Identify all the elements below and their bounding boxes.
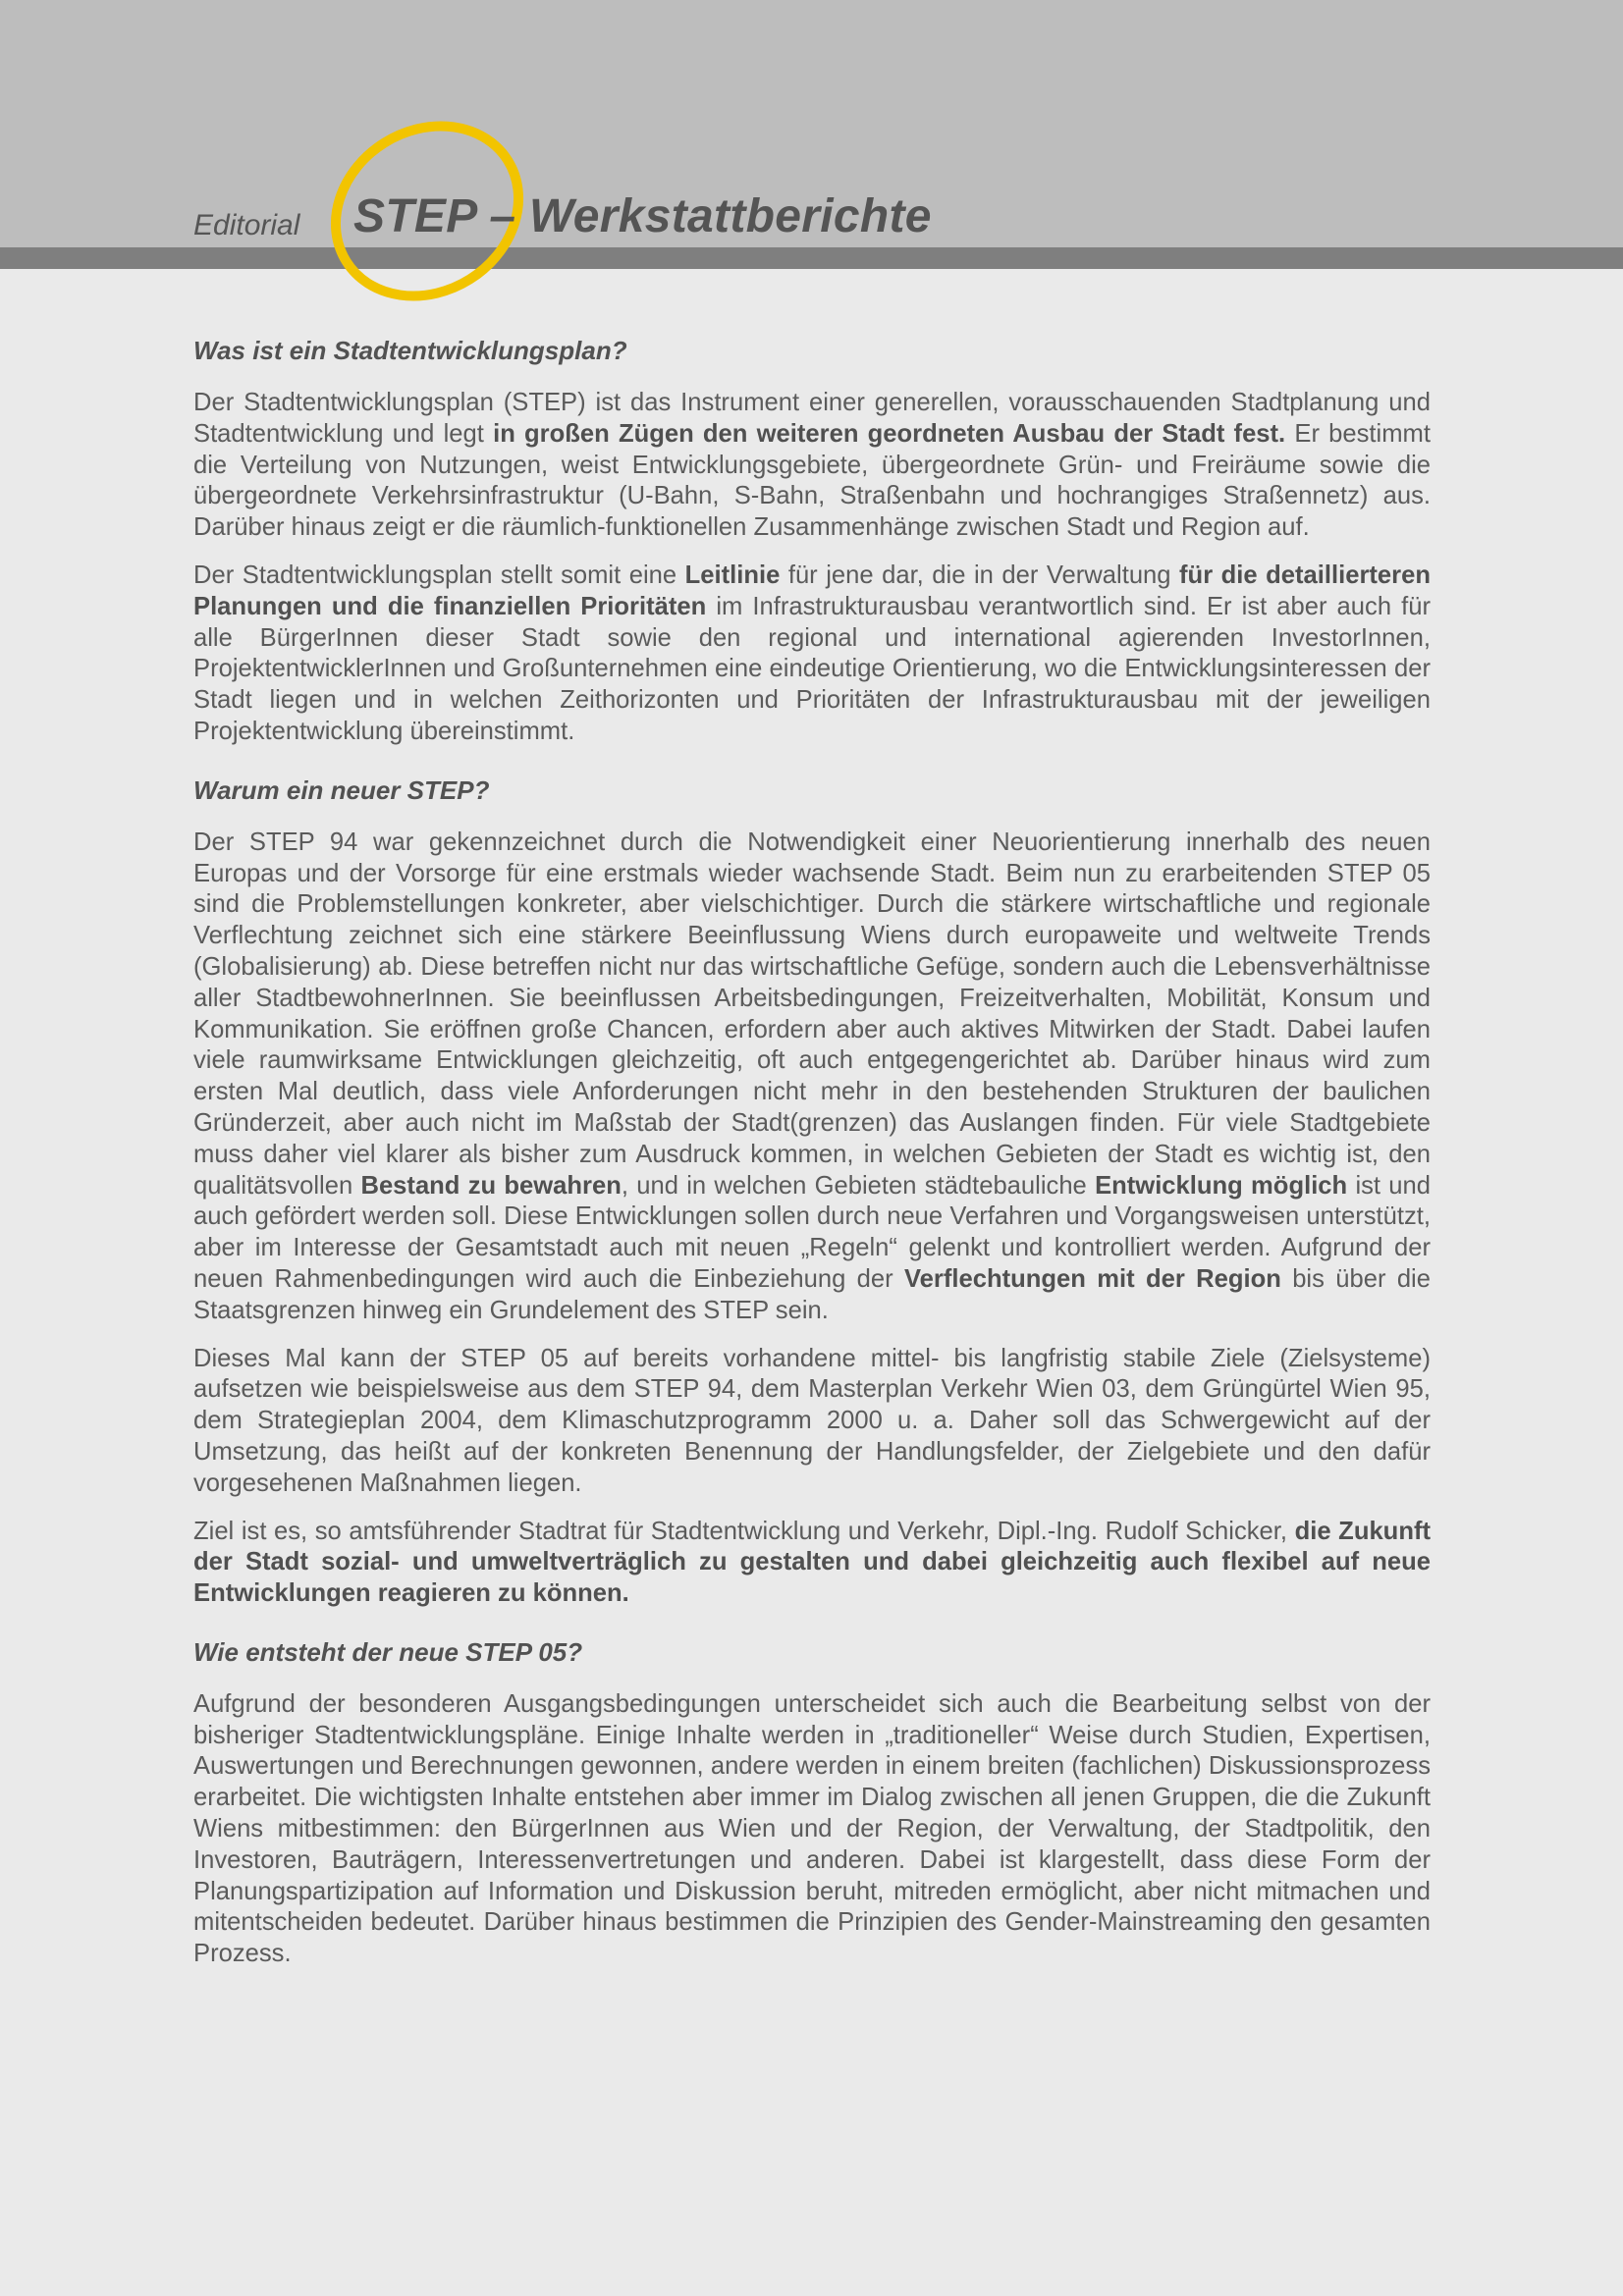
body-text: Er bestimmt die Verteilung von Nutzungen, weist Entwicklungsgebiete, übergeordnete Grün- und Freiräume sowie die übergeordnete Verkehrsinfrastruktur (U-Bahn, S-Bahn, Straßenbahn und hochrangiges Straßennetz) aus. Darüber hinaus zeigt er die räumlich-funktionellen Zusammenhänge zwischen Stadt und Region auf. (193, 419, 1431, 542)
section-heading: Was ist ein Stadtentwicklungsplan? (193, 336, 627, 365)
body-text: im Infrastrukturausbau verantwortlich sind. Er ist aber auch für alle BürgerInnen dieser Stadt sowie den regional und international agierenden InvestorInnen, ProjektentwicklerInnen und Großunternehmen eine eindeutige Orientierung, wo die Entwicklungsinteressen der Stadt liegen und in welchen Zeithorizonten und Prioritäten der Infrastrukturausbau mit der jeweiligen Projektentwicklung übereinstimmt. (193, 592, 1431, 745)
paragraph (193, 561, 1431, 748)
paragraph (193, 828, 1431, 1327)
body-text: Der Stadtentwicklungsplan stellt somit eine (193, 561, 685, 589)
page-title: STEP – Werkstattberichte (353, 190, 932, 242)
emphasis-text: Entwicklung möglich (1095, 1171, 1348, 1200)
emphasis-text: für die detaillierteren Planungen und die finanziellen Prioritäten (193, 561, 1431, 620)
emphasis-text: in großen Zügen den weiteren geordneten Ausbau der Stadt fest. (493, 419, 1286, 448)
body-text: ist und auch gefördert werden soll. Diese Entwicklungen sollen durch neue Verfahren und Vorgangsweisen unterstützt, aber im Interesse der Gesamtstadt auch mit neuen „Regeln“ gelenkt und kontrolliert werden. Aufgrund der neuen Rahmenbedingungen wird auch die Einbeziehung der (193, 1171, 1431, 1293)
section-heading: Wie entsteht der neue STEP 05? (193, 1636, 583, 1667)
section-heading: Warum ein neuer STEP? (193, 774, 490, 805)
body-text: Der STEP 94 war gekennzeichnet durch die Notwendigkeit einer Neuorientierung innerhalb des neuen Europas und der Vorsorge für eine erstmals wieder wachsende Stadt. Beim nun zu erarbeitenden STEP 05 sind die Problemstellungen konkreter, aber vielschichtiger. Durch die stärkere wirtschaftliche und regionale Verflechtung zeichnet sich eine stärkere Beeinflussung Wiens durch europaweite und weltweite Trends (Globalisierung) ab. Diese betreffen nicht nur das wirtschaftliche Gefüge, sondern auch die Lebensverhältnisse aller StadtbewohnerInnen. Sie beeinflussen Arbeitsbedingungen, Freizeitverhalten, Mobilität, Konsum und Kommunikation. Sie eröffnen große Chancen, erfordern aber auch aktives Mitwirken der Stadt. Dabei laufen viele raumwirksame Entwicklungen gleichzeitig, oft auch entgegengerichtet ab. Darüber hinaus wird zum ersten Mal deutlich, dass viele Anforderungen nicht mehr in den bestehenden Strukturen der baulichen Gründerzeit, aber auch nicht im Maßstab der Stadt(grenzen) das Auslangen finden. Für viele Stadtgebiete muss daher viel klarer als bisher zum Ausdruck kommen, in welchen Gebieten der Stadt es wichtig ist, den qualitätsvollen (193, 828, 1431, 1200)
body-text: Ziel ist es, so amtsführender Stadtrat für Stadtentwicklung und Verkehr, Dipl.-Ing. Rudolf Schicker, (193, 1517, 1295, 1545)
emphasis-text: Leitlinie (684, 561, 781, 589)
paragraph (193, 1344, 1431, 1500)
section-label: Editorial (193, 209, 300, 241)
body-text: für jene dar, die in der Verwaltung (780, 561, 1180, 589)
paragraph (193, 388, 1431, 544)
body-text: bis über die Staatsgrenzen hinweg ein Grundelement des STEP sein. (193, 1264, 1431, 1324)
emphasis-text: Verflechtungen mit der Region (904, 1264, 1281, 1293)
body-text: , und in welchen Gebieten städtebauliche (621, 1171, 1096, 1200)
paragraph (193, 1517, 1431, 1610)
header-strip (0, 247, 1623, 269)
article-body (193, 334, 1431, 1996)
body-text: Dieses Mal kann der STEP 05 auf bereits vorhandene mittel- bis langfristig stabile Ziele (Zielsysteme) aufsetzen wie beispielsweise aus dem STEP 94, dem Masterplan Verkehr Wien 03, dem Grüngürtel Wien 95, dem Strategieplan 2004, dem Klimaschutzprogramm 2000 u. a. Daher soll das Schwergewicht auf der Umsetzung, das heißt auf der konkreten Benennung der Handlungsfelder, der Zielgebiete und den dafür vorgesehenen Maßnahmen liegen. (193, 1344, 1431, 1497)
paragraph (193, 1689, 1431, 1970)
body-text: Aufgrund der besonderen Ausgangsbedingungen unterscheidet sich auch die Bearbeitung selbst von der bisheriger Stadtentwicklungspläne. Einige Inhalte werden in „traditioneller“ Weise durch Studien, Expertisen, Auswertungen und Berechnungen gewonnen, andere werden in einem breiten (fachlichen) Diskussionsprozess erarbeitet. Die wichtigsten Inhalte entstehen aber immer im Dialog zwischen all jenen Gruppen, die die Zukunft Wiens mitbestimmen: den BürgerInnen aus Wien und der Region, der Verwaltung, der Stadtpolitik, den Investoren, Bauträgern, Interessenvertretungen und anderen. Dabei ist klargestellt, dass diese Form der Planungspartizipation auf Information und Diskussion beruht, mitreden ermöglicht, aber nicht mitmachen und mitentscheiden bedeutet. Darüber hinaus bestimmen die Prinzipien des Gender-Mainstreaming den gesamten Prozess. (193, 1689, 1431, 1968)
body-text: Der Stadtentwicklungsplan (STEP) ist das Instrument einer generellen, vorausschauenden Stadtplanung und Stadtentwicklung und legt (193, 389, 1431, 448)
emphasis-text: die Zukunft der Stadt sozial- und umweltverträglich zu gestalten und dabei gleichzeitig auch flexibel auf neue Entwicklungen reagieren zu können. (193, 1517, 1431, 1608)
emphasis-text: Bestand zu bewahren (360, 1171, 622, 1200)
